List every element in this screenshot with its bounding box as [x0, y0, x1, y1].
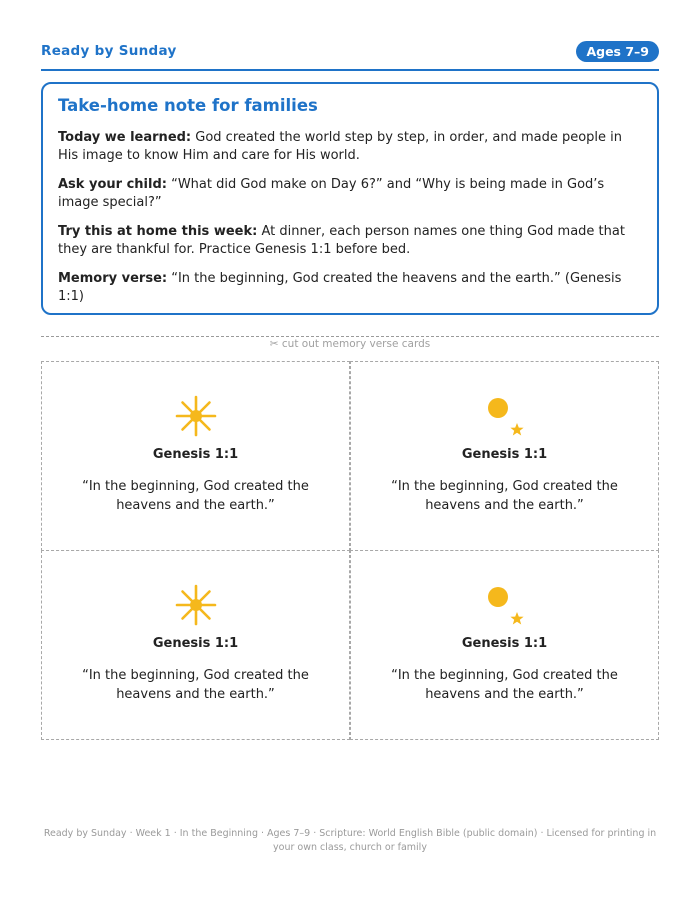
sun-icon	[42, 581, 349, 629]
page-footer: Ready by Sunday · Week 1 · In the Beginning · Ages 7–9 · Scripture: World English Bible (public domain) · Licensed for printing in your own class, church or family	[43, 828, 657, 853]
verse-card	[41, 550, 350, 740]
page-header	[41, 41, 659, 71]
verse-card	[350, 550, 659, 740]
card-reference: Genesis 1:1	[152, 447, 239, 462]
note-ask	[58, 176, 642, 212]
card-verse: “In the beginning, God created the heavens and the earth.”	[82, 479, 309, 513]
note-learned-text: God created the world step by step, in order, and made people in His image to know Him and care for His world.	[58, 130, 623, 163]
card-verse: “In the beginning, God created the heavens and the earth.”	[391, 479, 618, 513]
note-learned-label: Today we learned:	[58, 130, 192, 145]
sun-icon	[42, 392, 349, 440]
verse-card	[41, 361, 350, 551]
age-badge: Ages 7–9	[576, 41, 659, 62]
verse-card	[350, 361, 659, 551]
note-verse-label: Memory verse:	[58, 271, 168, 286]
sun-moon-star-icon	[351, 581, 658, 629]
note-ask-label: Ask your child:	[58, 177, 167, 192]
card-verse: “In the beginning, God created the heavens and the earth.”	[82, 668, 309, 702]
card-verse: “In the beginning, God created the heavens and the earth.”	[391, 668, 618, 702]
sun-moon-star-icon	[351, 392, 658, 440]
family-note	[41, 82, 659, 315]
note-learned	[58, 129, 642, 165]
note-verse	[58, 270, 642, 306]
verse-cards	[41, 361, 659, 739]
brand-name: Ready by Sunday	[41, 43, 177, 59]
note-try-label: Try this at home this week:	[58, 224, 258, 239]
card-reference: Genesis 1:1	[461, 447, 548, 462]
card-reference: Genesis 1:1	[461, 636, 548, 651]
note-try-text: At dinner, each person names one thing God made that they are thankful for. Practice Genesis 1:1 before bed.	[58, 224, 625, 257]
note-try	[58, 223, 642, 259]
note-verse-text: “In the beginning, God created the heavens and the earth.” (Genesis 1:1)	[58, 271, 622, 304]
note-ask-text: “What did God make on Day 6?” and “Why is being made in God’s image special?”	[58, 177, 605, 210]
note-title: Take-home note for families	[58, 96, 318, 115]
card-reference: Genesis 1:1	[152, 636, 239, 651]
cut-label: ✂ cut out memory verse cards	[269, 338, 431, 350]
cut-line	[41, 336, 659, 337]
